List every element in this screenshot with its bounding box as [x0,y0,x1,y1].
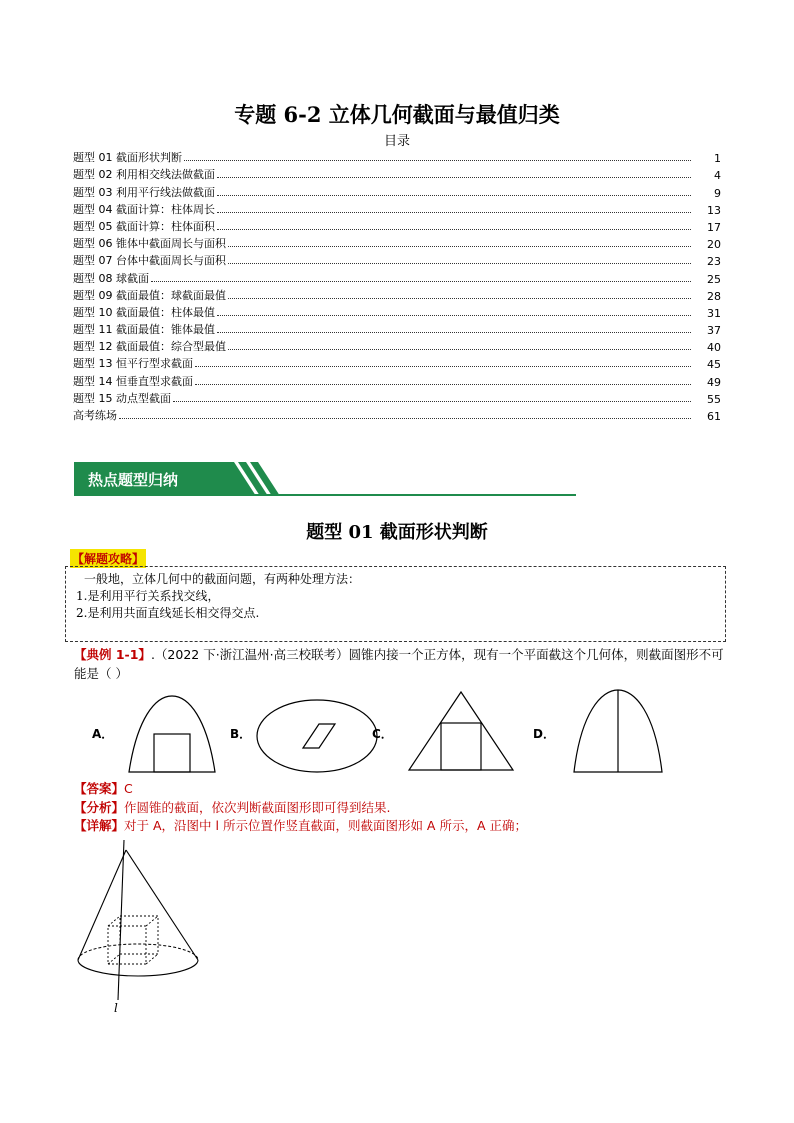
toc-page: 31 [707,306,721,320]
answer-tag: 【答案】 [74,781,125,796]
detail-tag: 【详解】 [74,818,125,833]
toc-leader [217,195,691,196]
toc-label: 题型 05 截面计算：柱体面积 [73,219,215,233]
toc-leader [217,212,691,213]
toc-row[interactable] [73,200,721,217]
option-d-figure [571,688,665,774]
toc-label: 高考练场 [73,409,117,422]
toc-row[interactable] [73,303,721,320]
tip-line: 2.是利用共面直线延长相交得交点. [76,606,260,620]
option-label-b: B． [230,727,252,741]
toc-leader [173,401,691,402]
analysis-tag: 【分析】 [74,799,125,815]
toc-label: 题型 03 利用平行线法做截面 [73,185,215,199]
toc-page: 23 [707,255,721,269]
toc-row[interactable] [73,234,721,251]
toc-caption: 目录 [383,134,410,149]
banner-underline [74,494,576,496]
example-question [74,645,724,683]
answer-value: C [124,781,133,796]
toc-page: 61 [707,410,721,423]
toc-row[interactable] [73,286,721,303]
toc-page: 4 [714,169,721,183]
page-title: 专题 6-2 立体几何截面与最值归类 [234,102,560,127]
toc-leader [195,384,691,385]
cone-cube-figure [72,838,202,1016]
option-figures [80,688,720,778]
toc-page: 28 [707,289,721,303]
toc-label: 题型 12 截面最值：综合型最值 [73,340,226,354]
toc-row[interactable] [73,251,721,268]
example-source: .（2022 下·浙江温州·高三校联考） [150,647,349,662]
toc-row[interactable] [73,389,721,406]
toc-page: 37 [707,324,721,338]
toc-label: 题型 11 截面最值：锥体最值 [73,323,215,337]
toc-page: 13 [707,203,721,217]
toc-label: 题型 14 恒垂直型求截面 [73,374,193,388]
detail-line [74,817,724,836]
option-c-figure [407,690,515,774]
toc-leader [119,418,691,419]
answer-line [74,780,724,799]
toc-page: 9 [714,186,721,200]
toc-leader [228,263,691,264]
toc-label: 题型 07 台体中截面周长与面积 [73,254,226,268]
toc-label: 题型 02 利用相交线法做截面 [73,168,215,182]
toc-page: 25 [707,272,721,286]
toc-leader [228,298,691,299]
option-label-c: C． [372,727,393,741]
toc-label: 题型 06 锥体中截面周长与面积 [73,237,226,251]
tip-label: 【解题攻略】 [70,549,146,568]
toc-row[interactable] [73,268,721,285]
section-banner [74,462,576,496]
option-a-figure [127,694,217,774]
toc-leader [217,177,691,178]
toc-page: 49 [707,375,721,389]
toc-row[interactable] [73,406,721,423]
toc-label: 题型 10 截面最值：柱体最值 [73,305,215,319]
toc-leader [228,246,691,247]
toc-page: 45 [707,358,721,372]
section-title: 题型 01 截面形状判断 [306,522,488,543]
tip-box [65,566,726,642]
example-text: 圆锥内接一个正方体，现有一个平面截这个几何体，则截面图形不可能是（ ） [74,647,724,681]
toc-label: 题型 08 球截面 [73,271,149,285]
toc-label: 题型 13 恒平行型求截面 [73,357,193,371]
toc-row[interactable] [73,182,721,199]
toc-leader [228,349,691,350]
toc-row[interactable] [73,354,721,371]
example-tag: 【典例 1-1】 [74,647,151,662]
toc-row[interactable] [73,371,721,388]
toc-page: 55 [707,392,721,406]
toc-leader [217,229,691,230]
tip-line: 一般地，立体几何中的截面问题，有两种处理方法： [84,572,361,586]
toc-row[interactable] [73,320,721,337]
toc-label: 题型 04 截面计算：柱体周长 [73,202,215,216]
line-l-label: l [114,1001,118,1015]
analysis-line [74,799,724,818]
toc-page: 20 [707,238,721,252]
toc-row[interactable] [73,165,721,182]
toc-leader [151,281,691,282]
toc-page: 17 [707,220,721,234]
toc-leader [217,315,691,316]
toc-page: 1 [714,152,721,166]
toc-leader [184,160,691,161]
option-label-d: D． [533,727,555,741]
table-of-contents [73,148,721,423]
answer-block [74,780,724,836]
toc-page: 40 [707,341,721,355]
detail-text: 对于 A，沿图中 l 所示位置作竖直截面，则截面图形如 A 所示，A 正确； [124,818,527,833]
option-label-a: A． [92,727,114,741]
banner-text: 热点题型归纳 [88,471,179,489]
toc-leader [195,366,691,367]
toc-row[interactable] [73,148,721,165]
option-b-figure [255,698,379,774]
analysis-text: 作圆锥的截面，依次判断截面图形即可得到结果. [124,799,391,815]
toc-label: 题型 09 截面最值：球截面最值 [73,288,226,302]
toc-label: 题型 15 动点型截面 [73,391,171,405]
toc-leader [217,332,691,333]
toc-label: 题型 01 截面形状判断 [73,151,182,165]
tip-line: 1.是利用平行关系找交线， [76,589,220,603]
toc-row[interactable] [73,337,721,354]
toc-row[interactable] [73,217,721,234]
